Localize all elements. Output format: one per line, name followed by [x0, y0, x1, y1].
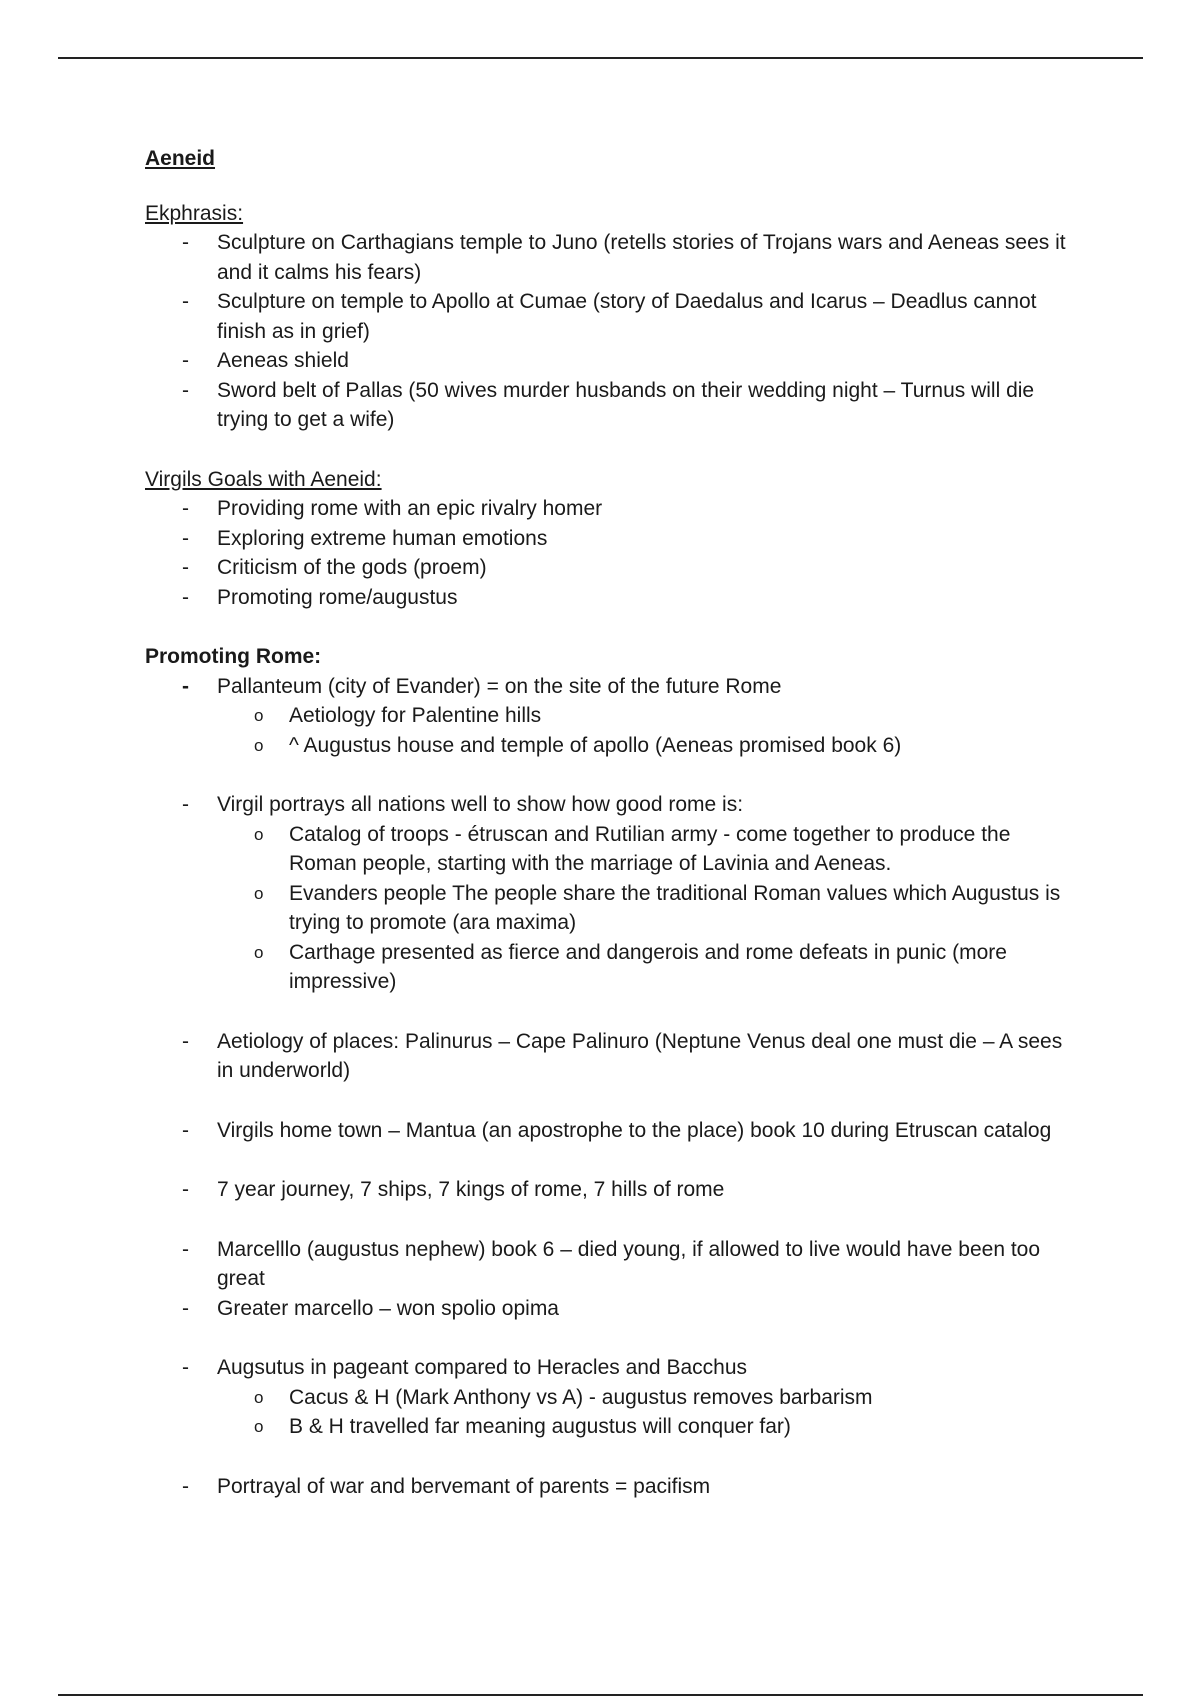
- pageant-sublist: [217, 1383, 1075, 1442]
- sub-list-item: [217, 731, 1075, 761]
- list-item-text: Portrayal of war and bervemant of parents = pacifism: [217, 1474, 711, 1498]
- promoting-list-nations: [145, 790, 1075, 820]
- list-item-text: Criticism of the gods (proem): [217, 556, 487, 579]
- list-item: [145, 583, 1075, 613]
- spacer: [145, 1442, 1075, 1472]
- sub-list-item-text: ^ Augustus house and temple of apollo (Aeneas promised book 6): [289, 733, 902, 757]
- spacer: [145, 435, 1075, 465]
- promoting-list-pallanteum: [145, 672, 1075, 702]
- list-item: [145, 1235, 1075, 1294]
- spacer: [145, 997, 1075, 1027]
- promoting-list-places: [145, 1027, 1075, 1086]
- list-item-text: Pallanteum (city of Evander) = on the site of the future Rome: [217, 674, 782, 698]
- circle-bullet: o: [254, 706, 264, 725]
- list-item: [145, 1472, 1075, 1502]
- promoting-list-sevens: [145, 1175, 1075, 1205]
- list-item: [145, 1294, 1075, 1324]
- sub-list-item: [217, 820, 1075, 879]
- circle-bullet: o: [254, 1387, 264, 1407]
- section-heading-promoting-rome: Promoting Rome:: [145, 645, 322, 668]
- list-item: [145, 494, 1075, 524]
- dash-bullet: -: [182, 585, 189, 609]
- sub-list-item: [217, 879, 1075, 938]
- pallanteum-sublist: [217, 701, 1075, 760]
- list-item-text: Sword belt of Pallas (50 wives murder husbands on their wedding night – Turnus will die trying to get a wife): [217, 378, 1035, 431]
- dash-bullet: -: [182, 1356, 189, 1379]
- dash-bullet: -: [182, 231, 189, 254]
- circle-bullet: o: [254, 883, 264, 903]
- spacer: [145, 612, 1075, 642]
- list-item-text: Aeneas shield: [217, 349, 349, 372]
- circle-bullet: o: [254, 1417, 264, 1436]
- sub-list-item: [217, 1383, 1075, 1413]
- dash-bullet: -: [182, 674, 189, 698]
- dash-bullet: -: [182, 378, 189, 402]
- sub-list-item: [217, 1412, 1075, 1442]
- promoting-list-marcellus: [145, 1235, 1075, 1324]
- circle-bullet: o: [254, 735, 264, 755]
- dash-bullet: -: [182, 556, 189, 579]
- list-item: [145, 376, 1075, 435]
- sub-list-item-text: Cacus & H (Mark Anthony vs A) - augustus removes barbarism: [289, 1385, 873, 1409]
- list-item-text: 7 year journey, 7 ships, 7 kings of rome, 7 hills of rome: [217, 1178, 725, 1201]
- list-item: [145, 524, 1075, 554]
- ekphrasis-list: [145, 228, 1075, 435]
- list-item-text: Virgils home town – Mantua (an apostrophe to the place) book 10 during Etruscan catalog: [217, 1118, 1052, 1142]
- nations-sublist: [217, 820, 1075, 997]
- dash-bullet: -: [182, 526, 189, 550]
- list-item: [145, 228, 1075, 287]
- dash-bullet: -: [182, 1474, 189, 1498]
- dash-bullet: -: [182, 1296, 189, 1320]
- list-item-text: Promoting rome/augustus: [217, 585, 458, 609]
- sub-list-item-text: Evanders people The people share the traditional Roman values which Augustus is trying to promote (ara maxima): [289, 881, 1061, 934]
- sub-list-item-text: Carthage presented as fierce and dangerois and rome defeats in punic (more impressive): [289, 940, 1007, 993]
- goals-list: [145, 494, 1075, 612]
- dash-bullet: -: [182, 349, 189, 372]
- promoting-list-war: [145, 1472, 1075, 1502]
- spacer: [145, 1086, 1075, 1116]
- list-item: [145, 672, 1075, 702]
- dash-bullet: -: [182, 793, 189, 816]
- section-heading-ekphrasis: Ekphrasis:: [145, 201, 244, 225]
- list-item-text: Sculpture on Carthagians temple to Juno (retells stories of Trojans wars and Aeneas sees it and it calms his fears): [217, 231, 1066, 284]
- sub-list-item-text: Aetiology for Palentine hills: [289, 704, 542, 727]
- list-item-text: Exploring extreme human emotions: [217, 526, 548, 550]
- list-item-text: Virgil portrays all nations well to show how good rome is:: [217, 793, 744, 816]
- dash-bullet: -: [182, 1237, 189, 1261]
- dash-bullet: -: [182, 1178, 189, 1201]
- document-body: [145, 144, 1075, 1501]
- sub-list-item-text: B & H travelled far meaning augustus will conquer far): [289, 1415, 791, 1438]
- promoting-list-hometown: [145, 1116, 1075, 1146]
- list-item: [145, 1027, 1075, 1086]
- list-item: [145, 346, 1075, 376]
- list-item: [145, 1116, 1075, 1146]
- sub-list-item-text: Catalog of troops - étruscan and Rutilian army - come together to produce the Roman people, starting with the marriage of Lavinia and Aeneas.: [289, 822, 1011, 875]
- list-item-text: Providing rome with an epic rivalry homer: [217, 497, 603, 520]
- list-item-text: Aetiology of places: Palinurus – Cape Palinuro (Neptune Venus deal one must die – A sees in underworld): [217, 1029, 1063, 1082]
- list-item-text: Greater marcello – won spolio opima: [217, 1296, 559, 1320]
- list-item: [145, 1175, 1075, 1205]
- list-item-text: Augsutus in pageant compared to Heracles and Bacchus: [217, 1356, 747, 1379]
- list-item-text: Marcelllo (augustus nephew) book 6 – died young, if allowed to live would have been too great: [217, 1237, 1041, 1290]
- dash-bullet: -: [182, 1118, 189, 1142]
- section-heading-goals: Virgils Goals with Aeneid:: [145, 467, 382, 491]
- list-item: [145, 790, 1075, 820]
- spacer: [145, 1205, 1075, 1235]
- dash-bullet: -: [182, 497, 189, 520]
- list-item-text: Sculpture on temple to Apollo at Cumae (story of Daedalus and Icarus – Deadlus cannot finish as in grief): [217, 290, 1037, 343]
- footer-rule: [58, 1694, 1143, 1696]
- promoting-list-pageant: [145, 1353, 1075, 1383]
- document-title: Aeneid: [145, 147, 216, 170]
- dash-bullet: -: [182, 290, 189, 313]
- sub-list-item: [217, 701, 1075, 731]
- list-item: [145, 1353, 1075, 1383]
- circle-bullet: o: [254, 824, 264, 844]
- circle-bullet: o: [254, 942, 264, 962]
- spacer: [145, 1323, 1075, 1353]
- list-item: [145, 553, 1075, 583]
- sub-list-item: [217, 938, 1075, 997]
- spacer: [145, 1145, 1075, 1175]
- header-rule: [58, 57, 1143, 59]
- dash-bullet: -: [182, 1029, 189, 1053]
- list-item: [145, 287, 1075, 346]
- spacer: [145, 760, 1075, 790]
